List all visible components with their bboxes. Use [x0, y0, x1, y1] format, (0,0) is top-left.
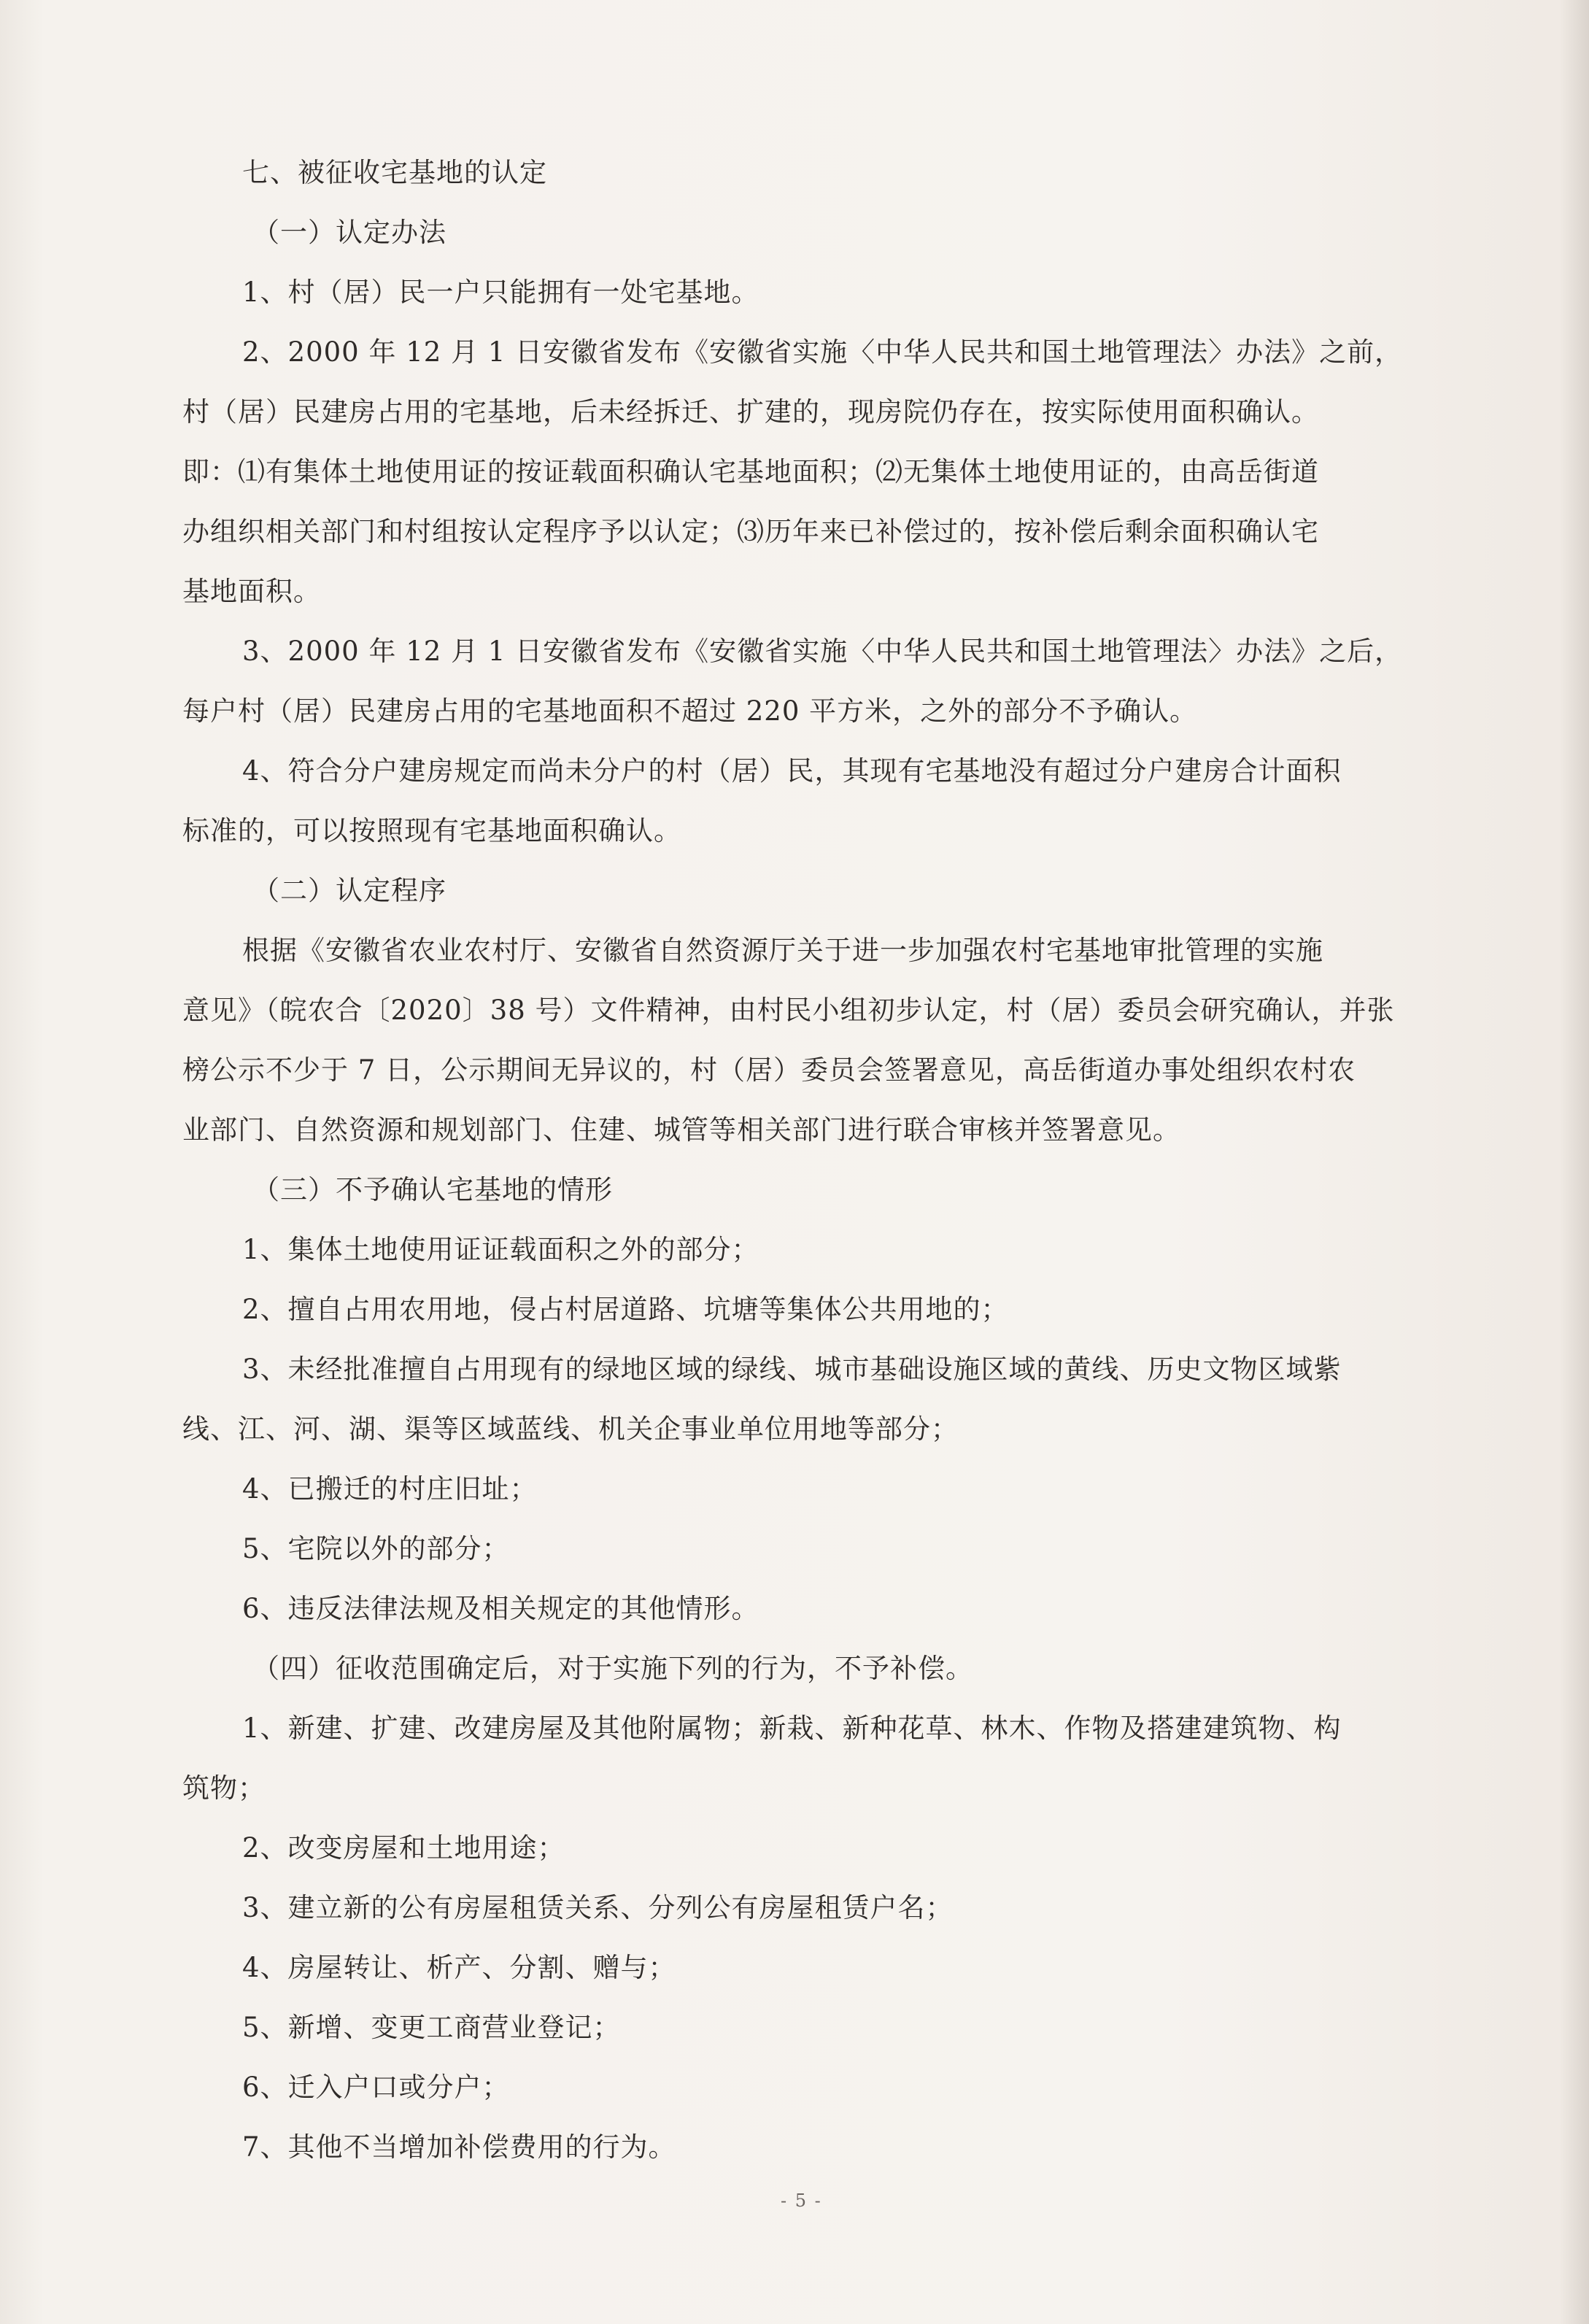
paragraph-line: 4、房屋转让、析产、分割、赠与；	[242, 1952, 676, 1983]
paragraph-line: 3、建立新的公有房屋租赁关系、分列公有房屋租赁户名；	[242, 1892, 954, 1923]
subsection-4-title: （四）征收范围确定后，对于实施下列的行为，不予补偿。	[252, 1653, 973, 1684]
paragraph-line: 4、符合分户建房规定而尚未分户的村（居）民，其现有宅基地没有超过分户建房合计面积	[242, 755, 1342, 787]
paragraph-line: 2、改变房屋和土地用途；	[242, 1832, 565, 1864]
paragraph-line: 即：⑴有集体土地使用证的按证载面积确认宅基地面积；⑵无集体土地使用证的，由高岳街道	[182, 456, 1319, 487]
subsection-2-title: （二）认定程序	[252, 875, 446, 906]
paragraph-line: 6、违反法律法规及相关规定的其他情形。	[242, 1593, 759, 1624]
paragraph-line: 1、新建、扩建、改建房屋及其他附属物；新栽、新种花草、林木、作物及搭建建筑物、构	[242, 1713, 1342, 1744]
paragraph-line: 村（居）民建房占用的宅基地，后未经拆迁、扩建的，现房院仍存在，按实际使用面积确认。	[182, 396, 1319, 428]
paragraph-line: 榜公示不少于 7 日，公示期间无异议的，村（居）委员会签署意见，高岳街道办事处组织农村农	[182, 1054, 1356, 1086]
paragraph-line: 5、新增、变更工商营业登记；	[242, 2012, 621, 2043]
paragraph-line: 2、擅自占用农用地，侵占村居道路、坑塘等集体公共用地的；	[242, 1294, 1009, 1325]
paragraph-line: 标准的，可以按照现有宅基地面积确认。	[182, 815, 681, 846]
paragraph-line: 2、2000 年 12 月 1 日安徽省发布《安徽省实施〈中华人民共和国土地管理法〉办法》之前，	[242, 336, 1403, 368]
paragraph-line: 线、江、河、湖、渠等区域蓝线、机关企事业单位用地等部分；	[182, 1413, 959, 1445]
paragraph-line: 6、迁入户口或分户；	[242, 2072, 510, 2103]
paragraph-line: 1、集体土地使用证证载面积之外的部分；	[242, 1234, 759, 1265]
paragraph-line: 办组织相关部门和村组按认定程序予以认定；⑶历年来已补偿过的，按补偿后剩余面积确认宅	[182, 516, 1319, 547]
paragraph-line: 根据《安徽省农业农村厅、安徽省自然资源厅关于进一步加强农村宅基地审批管理的实施	[242, 935, 1323, 966]
paragraph-line: 意见》（皖农合〔2020〕38 号）文件精神，由村民小组初步认定，村（居）委员会研究确认，并张	[182, 995, 1395, 1026]
paragraph-line: 业部门、自然资源和规划部门、住建、城管等相关部门进行联合审核并签署意见。	[182, 1114, 1180, 1146]
paragraph-line: 基地面积。	[182, 576, 321, 607]
paragraph-line: 1、村（居）民一户只能拥有一处宅基地。	[242, 277, 759, 308]
subsection-3-title: （三）不予确认宅基地的情形	[252, 1174, 613, 1205]
paragraph-line: 3、2000 年 12 月 1 日安徽省发布《安徽省实施〈中华人民共和国土地管理法〉办法》之后，	[242, 636, 1403, 667]
document-body	[182, 143, 1437, 2177]
paragraph-line: 4、已搬迁的村庄旧址；	[242, 1473, 538, 1505]
paragraph-line: 3、未经批准擅自占用现有的绿地区域的绿线、城市基础设施区域的黄线、历史文物区域紫	[242, 1354, 1342, 1385]
paragraph-line: 5、宅院以外的部分；	[242, 1533, 510, 1564]
section-title-7: 七、被征收宅基地的认定	[242, 157, 547, 188]
page-edge-shadow	[1560, 0, 1589, 2324]
page-number: - 5 -	[781, 2190, 822, 2211]
paragraph-line: 7、其他不当增加补偿费用的行为。	[242, 2131, 676, 2163]
paragraph-line: 每户村（居）民建房占用的宅基地面积不超过 220 平方米，之外的部分不予确认。	[182, 695, 1198, 727]
paragraph-line: 筑物；	[182, 1772, 266, 1804]
subsection-1-title: （一）认定办法	[252, 217, 446, 248]
